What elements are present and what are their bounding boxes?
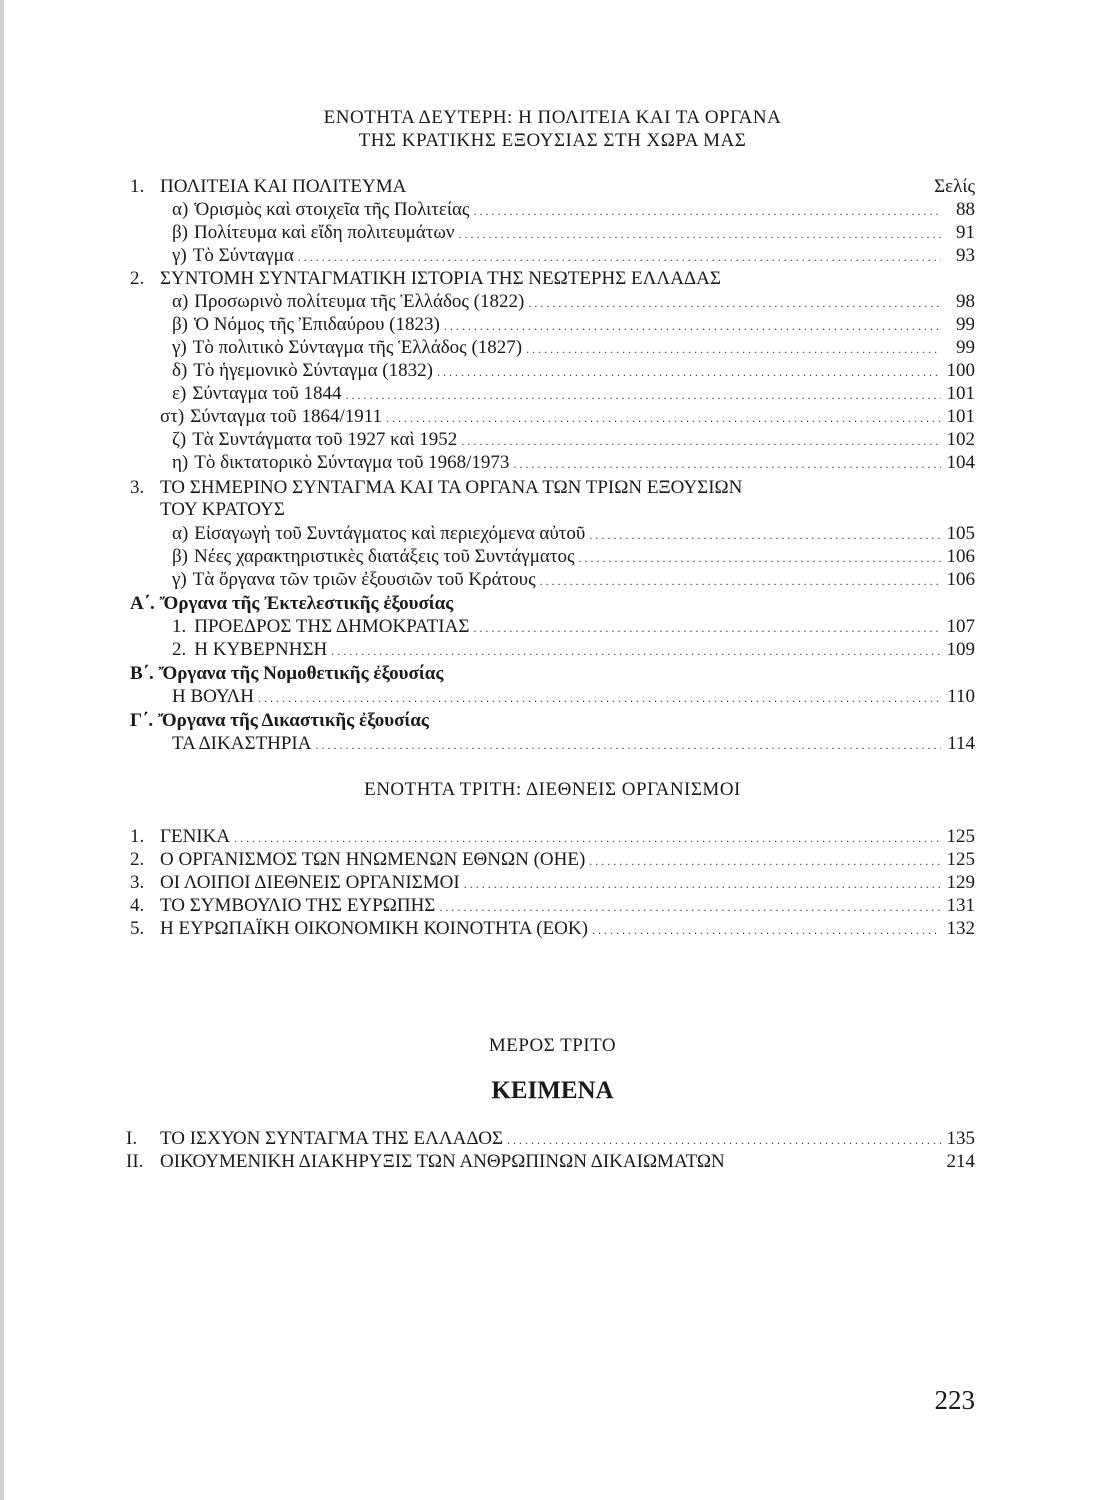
entry-number: α) <box>172 291 189 312</box>
dot-leader <box>298 244 941 269</box>
chapter-number: 2. <box>130 268 145 289</box>
entry-title: Τὸ δικτατορικὸ Σύνταγμα τοῦ 1968/1973 <box>194 452 510 473</box>
group-heading: Β΄. Ὄργανα τῆς Νομοθετικῆς ἐξουσίας <box>130 663 444 684</box>
dot-leader <box>540 568 941 593</box>
entry-page: 99 <box>956 337 975 358</box>
dot-leader <box>579 545 942 570</box>
entry-title: ΠΡΟΕΔΡΟΣ ΤΗΣ ΔΗΜΟΚΡΑΤΙΑΣ <box>194 616 470 637</box>
entry-number: α) <box>172 199 189 220</box>
entry-number: β) <box>172 546 188 567</box>
toc-entry <box>130 894 975 917</box>
entry-number: β) <box>172 314 188 335</box>
entry-page: 98 <box>956 291 975 312</box>
entry-page: 101 <box>946 383 975 404</box>
dot-leader <box>589 522 941 547</box>
toc-entry <box>172 545 975 568</box>
entry-number: 1. <box>172 616 187 637</box>
entry-title: Τὰ ὄργανα τῶν τριῶν ἐξουσιῶν τοῦ Κράτους <box>192 569 536 590</box>
toc-entry <box>130 848 975 871</box>
toc-entry <box>172 568 975 591</box>
dot-leader <box>346 382 941 407</box>
toc-chapter-3-continued <box>160 498 975 521</box>
dot-leader <box>437 359 941 384</box>
dot-leader <box>234 825 941 850</box>
toc-entry <box>172 522 975 545</box>
entry-title: Πολίτευμα καὶ εἴδη πολιτευμάτων <box>194 222 455 243</box>
entry-number: ΙΙ. <box>126 1151 144 1172</box>
chapter-number: 3. <box>130 477 145 498</box>
entry-page: 132 <box>946 918 975 939</box>
entry-number: γ) <box>172 337 187 358</box>
entry-title: ΤΑ ΔΙΚΑΣΤΗΡΙΑ <box>172 733 312 754</box>
entry-number: 3. <box>130 872 145 893</box>
entry-page: 110 <box>947 686 975 707</box>
entry-page: 88 <box>956 199 975 220</box>
toc-entry <box>126 1127 975 1150</box>
dot-leader <box>507 1127 941 1152</box>
toc-entry <box>130 917 975 940</box>
entry-title: ΟΙ ΛΟΙΠΟΙ ΔΙΕΘΝΕΙΣ ΟΡΓΑΝΙΣΜΟΙ <box>160 872 460 893</box>
entry-number: 1. <box>130 826 145 847</box>
dot-leader <box>386 405 941 430</box>
entry-number: στ) <box>160 406 185 427</box>
dot-leader <box>589 848 941 873</box>
group-a-heading <box>130 592 975 615</box>
toc-entry <box>172 198 975 221</box>
dot-leader <box>331 638 941 663</box>
toc-entry <box>172 428 975 451</box>
dot-leader <box>459 221 942 246</box>
chapter-title: ΠΟΛΙΤΕΙΑ ΚΑΙ ΠΟΛΙΤΕΥΜΑ <box>160 176 407 197</box>
entry-page: 91 <box>956 222 975 243</box>
entry-number: ε) <box>172 383 187 404</box>
toc-entry <box>172 290 975 313</box>
group-c-heading <box>130 709 975 732</box>
entry-page: 109 <box>946 639 975 660</box>
entry-title: ΓΕΝΙΚΑ <box>160 826 231 847</box>
toc-chapter-2 <box>130 267 975 290</box>
dot-leader <box>473 198 941 223</box>
entry-page: 105 <box>946 523 975 544</box>
toc-entry <box>172 336 975 359</box>
entry-title: ΤΟ ΙΣΧΥΟΝ ΣΥΝΤΑΓΜΑ ΤΗΣ ΕΛΛΑΔΟΣ <box>160 1128 504 1149</box>
entry-page: 100 <box>946 360 975 381</box>
entry-page: 106 <box>946 569 975 590</box>
entry-page: 93 <box>956 245 975 266</box>
group-heading: Γ΄. Ὄργανα τῆς Δικαστικῆς ἐξουσίας <box>130 710 429 731</box>
entry-number: 5. <box>130 918 145 939</box>
dot-leader <box>315 732 941 757</box>
toc-entry <box>172 244 975 267</box>
entry-page: 101 <box>946 406 975 427</box>
entry-number: 4. <box>130 895 145 916</box>
entry-number: γ) <box>172 569 187 590</box>
entry-number: α) <box>172 523 189 544</box>
toc-chapter-3 <box>130 476 975 499</box>
entry-title: ΟΙΚΟΥΜΕΝΙΚΗ ΔΙΑΚΗΡΥΞΙΣ ΤΩΝ ΑΝΘΡΩΠΙΝΩΝ ΔΙΚΑΙΩΜΑΤΩΝ <box>160 1151 725 1172</box>
section-3-title: ΕΝΟΤΗΤΑ ΤΡΙΤΗ: ΔΙΕΘΝΕΙΣ ΟΡΓΑΝΙΣΜΟΙ <box>364 779 741 800</box>
toc-entry <box>130 871 975 894</box>
entry-title: Η ΒΟΥΛΗ <box>172 686 255 707</box>
dot-leader <box>528 290 941 315</box>
entry-title: Ὁ Νόμος τῆς Ἐπιδαύρου (1823) <box>194 314 440 335</box>
entry-page: 125 <box>946 849 975 870</box>
entry-number: 2. <box>130 849 145 870</box>
entry-page: 131 <box>946 895 975 916</box>
entry-page: 214 <box>946 1151 975 1172</box>
dot-leader <box>444 313 941 338</box>
toc-entry <box>172 221 975 244</box>
section-2-title-line-2: ΤΗΣ ΚΡΑΤΙΚΗΣ ΕΞΟΥΣΙΑΣ ΣΤΗ ΧΩΡΑ ΜΑΣ <box>358 130 747 151</box>
toc-entry <box>172 382 975 405</box>
entry-page: 104 <box>946 452 975 473</box>
chapter-title: ΣΥΝΤΟΜΗ ΣΥΝΤΑΓΜΑΤΙΚΗ ΙΣΤΟΡΙΑ ΤΗΣ ΝΕΩΤΕΡΗΣ ΕΛΛΑΔΑΣ <box>160 268 721 289</box>
toc-entry <box>172 359 975 382</box>
toc-entry <box>160 405 975 428</box>
entry-page: 135 <box>946 1128 975 1149</box>
entry-number: 2. <box>172 639 187 660</box>
entry-title: Σύνταγμα τοῦ 1864/1911 <box>190 406 383 427</box>
chapter-number: 1. <box>130 176 145 197</box>
entry-title: Ὁρισμὸς καὶ στοιχεῖα τῆς Πολιτείας <box>194 199 470 220</box>
entry-title: Σύνταγμα τοῦ 1844 <box>192 383 342 404</box>
dot-leader <box>526 336 941 361</box>
toc-entry <box>172 451 975 474</box>
page-column-label: Σελίς <box>934 176 975 197</box>
entry-page: 107 <box>946 616 975 637</box>
group-heading: Α΄. Ὄργανα τῆς Ἐκτελεστικῆς ἐξουσίας <box>130 593 454 614</box>
entry-page: 99 <box>956 314 975 335</box>
entry-page: 129 <box>946 872 975 893</box>
entry-title: Εἰσαγωγὴ τοῦ Συντάγματος καὶ περιεχόμενα αὐτοῦ <box>194 523 586 544</box>
part-3-title: ΚΕΙΜΕΝΑ <box>491 1077 614 1104</box>
entry-number: η) <box>172 452 189 473</box>
entry-number: ζ) <box>172 429 187 450</box>
entry-number: δ) <box>172 360 188 381</box>
entry-number: Ι. <box>126 1128 138 1149</box>
part-3-label: ΜΕΡΟΣ ΤΡΙΤΟ <box>488 1035 617 1056</box>
toc-entry <box>172 732 975 755</box>
scan-edge <box>0 0 4 1500</box>
toc-entry <box>172 615 975 638</box>
section-2-title-line-1: ΕΝΟΤΗΤΑ ΔΕΥΤΕΡΗ: Η ΠΟΛΙΤΕΙΑ ΚΑΙ ΤΑ ΟΡΓΑΝΑ <box>323 107 782 128</box>
entry-title: Προσωρινὸ πολίτευμα τῆς Ἑλλάδος (1822) <box>194 291 525 312</box>
dot-leader <box>513 451 941 476</box>
chapter-title: ΤΟ ΣΗΜΕΡΙΝΟ ΣΥΝΤΑΓΜΑ ΚΑΙ ΤΑ ΟΡΓΑΝΑ ΤΩΝ ΤΡΙΩΝ ΕΞΟΥΣΙΩΝ <box>160 477 743 498</box>
entry-title: Η ΕΥΡΩΠΑΪΚΗ ΟΙΚΟΝΟΜΙΚΗ ΚΟΙΝΟΤΗΤΑ (ΕΟΚ) <box>160 918 588 939</box>
entry-number: β) <box>172 222 188 243</box>
dot-leader <box>258 685 941 710</box>
entry-title: Τὸ ἡγεμονικὸ Σύνταγμα (1832) <box>193 360 433 381</box>
toc-entry <box>172 313 975 336</box>
entry-title: Τὸ πολιτικὸ Σύνταγμα τῆς Ἑλλάδος (1827) <box>192 337 523 358</box>
toc-entry <box>126 1150 975 1173</box>
entry-title: Ο ΟΡΓΑΝΙΣΜΟΣ ΤΩΝ ΗΝΩΜΕΝΩΝ ΕΘΝΩΝ (ΟΗΕ) <box>160 849 586 870</box>
entry-page: 125 <box>946 826 975 847</box>
entry-page: 114 <box>947 733 975 754</box>
entry-title: Τὰ Συντάγματα τοῦ 1927 καὶ 1952 <box>192 429 458 450</box>
toc-entry <box>172 685 975 708</box>
toc-chapter-1 <box>130 175 975 198</box>
entry-page: 106 <box>946 546 975 567</box>
page-number: 223 <box>934 1385 975 1415</box>
entry-number: γ) <box>172 245 187 266</box>
toc-entry <box>172 638 975 661</box>
dot-leader <box>473 615 941 640</box>
entry-title: Τὸ Σύνταγμα <box>192 245 294 266</box>
dot-leader <box>461 428 941 453</box>
group-b-heading <box>130 662 975 685</box>
dot-leader <box>592 917 941 942</box>
dot-leader <box>464 871 941 896</box>
entry-title: Η ΚΥΒΕΡΝΗΣΗ <box>194 639 328 660</box>
chapter-title-line-2: ΤΟΥ ΚΡΑΤΟΥΣ <box>160 499 285 520</box>
entry-title: ΤΟ ΣΥΜΒΟΥΛΙΟ ΤΗΣ ΕΥΡΩΠΗΣ <box>160 895 436 916</box>
entry-title: Νέες χαρακτηριστικὲς διατάξεις τοῦ Συντάγματος <box>194 546 575 567</box>
toc-entry <box>130 825 975 848</box>
entry-page: 102 <box>946 429 975 450</box>
dot-leader <box>439 894 941 919</box>
